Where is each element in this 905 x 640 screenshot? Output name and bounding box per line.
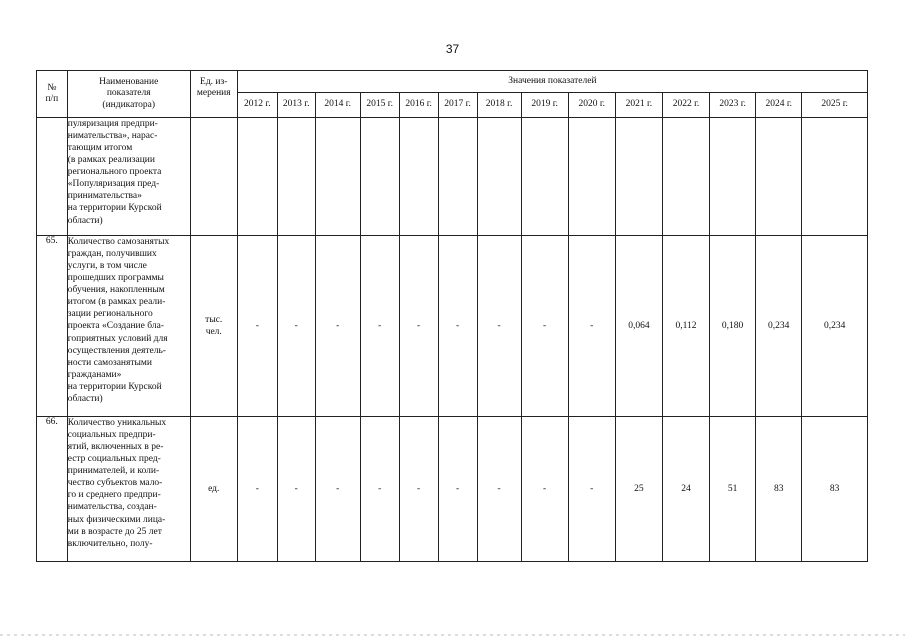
value-cell (399, 118, 438, 236)
header-year: 2020 г. (568, 93, 615, 118)
indicator-name: Количество самозанятых граждан, получивших услуги, в том числе прошедших программы обучения, накопленным итогом (в рамках реали- зации регионального проекта «Создание бла- гоприятных условий для осуществления деятель- ности самозанятыми гражданами» на территории Курской области) (67, 236, 190, 417)
value-cell: 83 (802, 417, 868, 562)
value-cell: - (360, 236, 399, 417)
header-year: 2012 г. (237, 93, 277, 118)
value-cell (802, 118, 868, 236)
scan-artifact (0, 634, 905, 636)
unit-cell: ед. (190, 417, 237, 562)
value-cell (237, 118, 277, 236)
header-year: 2015 г. (360, 93, 399, 118)
value-cell (662, 118, 709, 236)
header-unit: Ед. из- мерения (190, 71, 237, 118)
table-row (37, 118, 868, 236)
page-number: 37 (445, 42, 460, 56)
value-cell (710, 118, 756, 236)
header-num: № п/п (37, 71, 68, 118)
header-year: 2023 г. (710, 93, 756, 118)
value-cell (315, 118, 360, 236)
header-year: 2013 г. (277, 93, 315, 118)
value-cell: - (237, 417, 277, 562)
row-number (37, 118, 68, 236)
unit-cell (190, 118, 237, 236)
value-cell: 0,234 (802, 236, 868, 417)
value-cell: - (568, 417, 615, 562)
value-cell: 83 (756, 417, 802, 562)
indicator-name: Количество уникальных социальных предпри- ятий, включенных в ре- естр социальных пред- принимателей, и коли- чество субъектов мало- го и среднего предпри- нимательства, создан- ных физическими лица- ми в возрасте до 25 лет включительно, полу- (67, 417, 190, 562)
value-cell (438, 118, 477, 236)
value-cell: - (360, 417, 399, 562)
table-row (37, 417, 868, 562)
header-values-group: Значения показателей (237, 71, 867, 93)
header-year: 2024 г. (756, 93, 802, 118)
value-cell: - (315, 236, 360, 417)
header-year: 2016 г. (399, 93, 438, 118)
indicators-table (36, 70, 868, 562)
value-cell: 0,234 (756, 236, 802, 417)
table-row (37, 236, 868, 417)
header-year: 2014 г. (315, 93, 360, 118)
value-cell: 0,112 (662, 236, 709, 417)
value-cell: - (521, 236, 568, 417)
value-cell: - (399, 236, 438, 417)
value-cell (521, 118, 568, 236)
value-cell: - (568, 236, 615, 417)
value-cell: 51 (710, 417, 756, 562)
value-cell (756, 118, 802, 236)
value-cell: - (521, 417, 568, 562)
row-number: 66. (37, 417, 68, 562)
value-cell: - (237, 236, 277, 417)
header-name: Наименование показателя (индикатора) (67, 71, 190, 118)
value-cell: 25 (615, 417, 662, 562)
unit-cell: тыс. чел. (190, 236, 237, 417)
header-year: 2022 г. (662, 93, 709, 118)
value-cell: - (438, 417, 477, 562)
value-cell: 0,064 (615, 236, 662, 417)
value-cell (360, 118, 399, 236)
value-cell: - (277, 417, 315, 562)
value-cell: - (277, 236, 315, 417)
header-year: 2018 г. (477, 93, 521, 118)
indicator-name: пуляризация предпри- нимательства», нарас- тающим итогом (в рамках реализации регионального проекта «Популяризация пред- принимательства» на территории Курской области) (67, 118, 190, 236)
header-year: 2025 г. (802, 93, 868, 118)
value-cell: - (477, 236, 521, 417)
value-cell: 24 (662, 417, 709, 562)
header-year: 2019 г. (521, 93, 568, 118)
value-cell: - (399, 417, 438, 562)
header-year: 2017 г. (438, 93, 477, 118)
value-cell: - (438, 236, 477, 417)
value-cell: - (477, 417, 521, 562)
value-cell (277, 118, 315, 236)
value-cell: 0,180 (710, 236, 756, 417)
value-cell (477, 118, 521, 236)
value-cell (568, 118, 615, 236)
row-number: 65. (37, 236, 68, 417)
header-year: 2021 г. (615, 93, 662, 118)
value-cell (615, 118, 662, 236)
value-cell: - (315, 417, 360, 562)
